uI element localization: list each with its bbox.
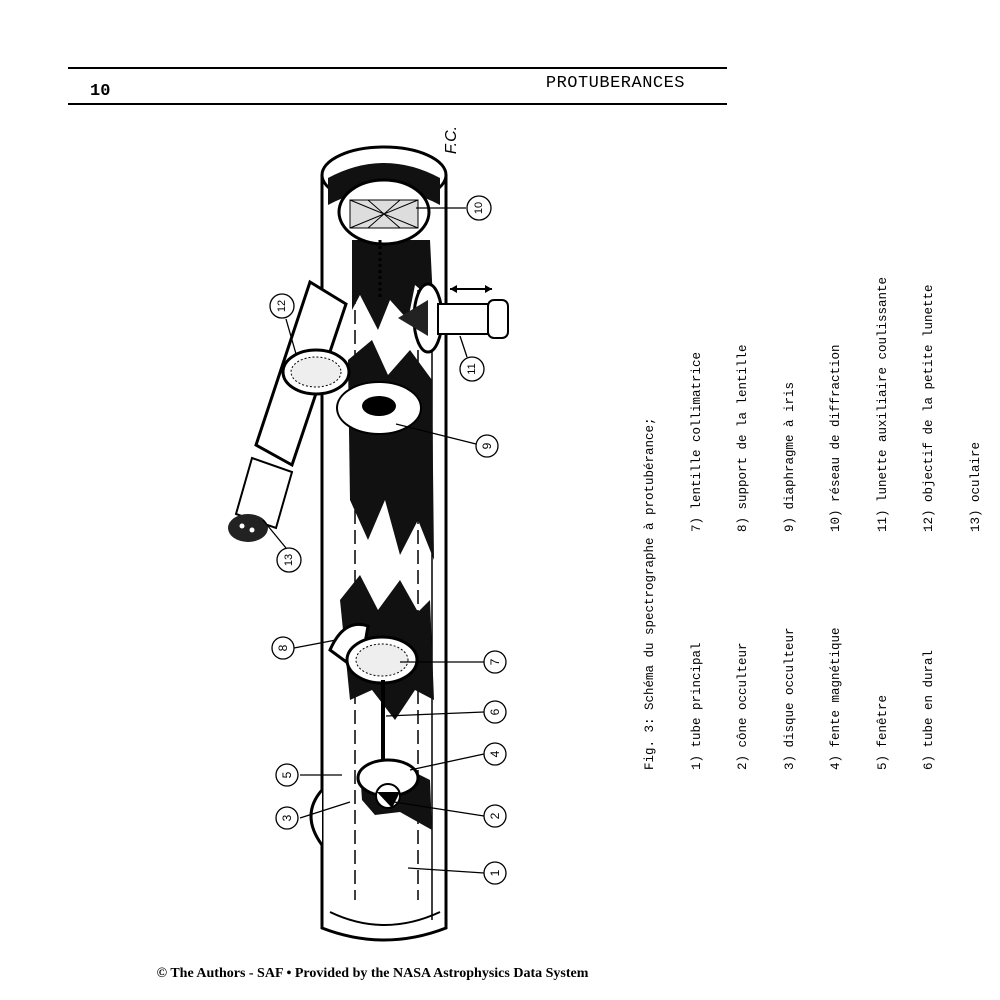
caption-item-6: 6) tube en dural — [922, 649, 936, 770]
caption-item-4: 4) fente magnétique — [829, 627, 843, 770]
caption-item-10: 10) réseau de diffraction — [829, 344, 843, 532]
callout-1 — [484, 862, 506, 884]
callout-2 — [484, 805, 506, 827]
caption-item-12: 12) objectif de la petite lunette — [922, 284, 936, 532]
caption-row — [783, 210, 799, 770]
iris-diaphragm — [337, 382, 421, 434]
callout-8 — [272, 637, 294, 659]
svg-text:2: 2 — [488, 812, 502, 820]
svg-text:4: 4 — [488, 750, 502, 758]
svg-text:1: 1 — [488, 869, 502, 877]
caption-item-7: 7) lentille collimatrice — [689, 351, 704, 532]
caption-row — [736, 210, 752, 770]
callout-4 — [484, 743, 506, 765]
caption-item-3: 3) disque occulteur — [782, 627, 797, 770]
callout-13 — [277, 548, 301, 572]
svg-text:9: 9 — [480, 442, 494, 450]
caption-row — [922, 210, 938, 770]
callout-5 — [276, 764, 298, 786]
callout-3 — [276, 807, 298, 829]
svg-text:10: 10 — [473, 201, 485, 215]
running-title: PROTUBERANCES — [545, 74, 685, 93]
callout-6 — [484, 701, 506, 723]
caption-row — [969, 210, 985, 770]
caption-item-5: 5) fenêtre — [875, 694, 890, 770]
caption-item-9: 9) diaphragme à iris — [782, 381, 797, 532]
footer-credit: © The Authors - SAF • Provided by the NASA Astrophysics Data System — [156, 966, 589, 981]
svg-text:13: 13 — [283, 553, 295, 567]
svg-text:5: 5 — [280, 771, 294, 779]
caption-item-2: 2) cône occulteur — [736, 642, 750, 770]
svg-text:8: 8 — [276, 644, 290, 652]
svg-text:11: 11 — [466, 363, 478, 375]
figure-caption — [612, 210, 1000, 770]
caption-item-blank — [969, 532, 985, 770]
caption-row — [829, 210, 845, 770]
svg-text:7: 7 — [488, 658, 502, 666]
svg-text:12: 12 — [276, 299, 288, 313]
callout-9 — [476, 435, 498, 457]
caption-row — [690, 210, 706, 770]
svg-text:6: 6 — [488, 708, 502, 716]
callout-11 — [460, 357, 484, 381]
caption-item-13: 13) oculaire — [968, 441, 983, 532]
artist-signature: F.C. — [443, 125, 460, 155]
caption-item-11: 11) lunette auxiliaire coulissante — [875, 276, 890, 532]
callout-12 — [270, 294, 294, 318]
svg-text:3: 3 — [280, 814, 294, 822]
callout-10 — [467, 196, 491, 220]
caption-item-8: 8) support de la lentille — [736, 344, 750, 532]
page-number: 10 — [90, 82, 111, 101]
callout-7 — [484, 651, 506, 673]
caption-title: Fig. 3: Schéma du spectrographe à protubérance; — [643, 417, 657, 770]
caption-row — [876, 210, 892, 770]
caption-item-1: 1) tube principal — [689, 642, 704, 770]
